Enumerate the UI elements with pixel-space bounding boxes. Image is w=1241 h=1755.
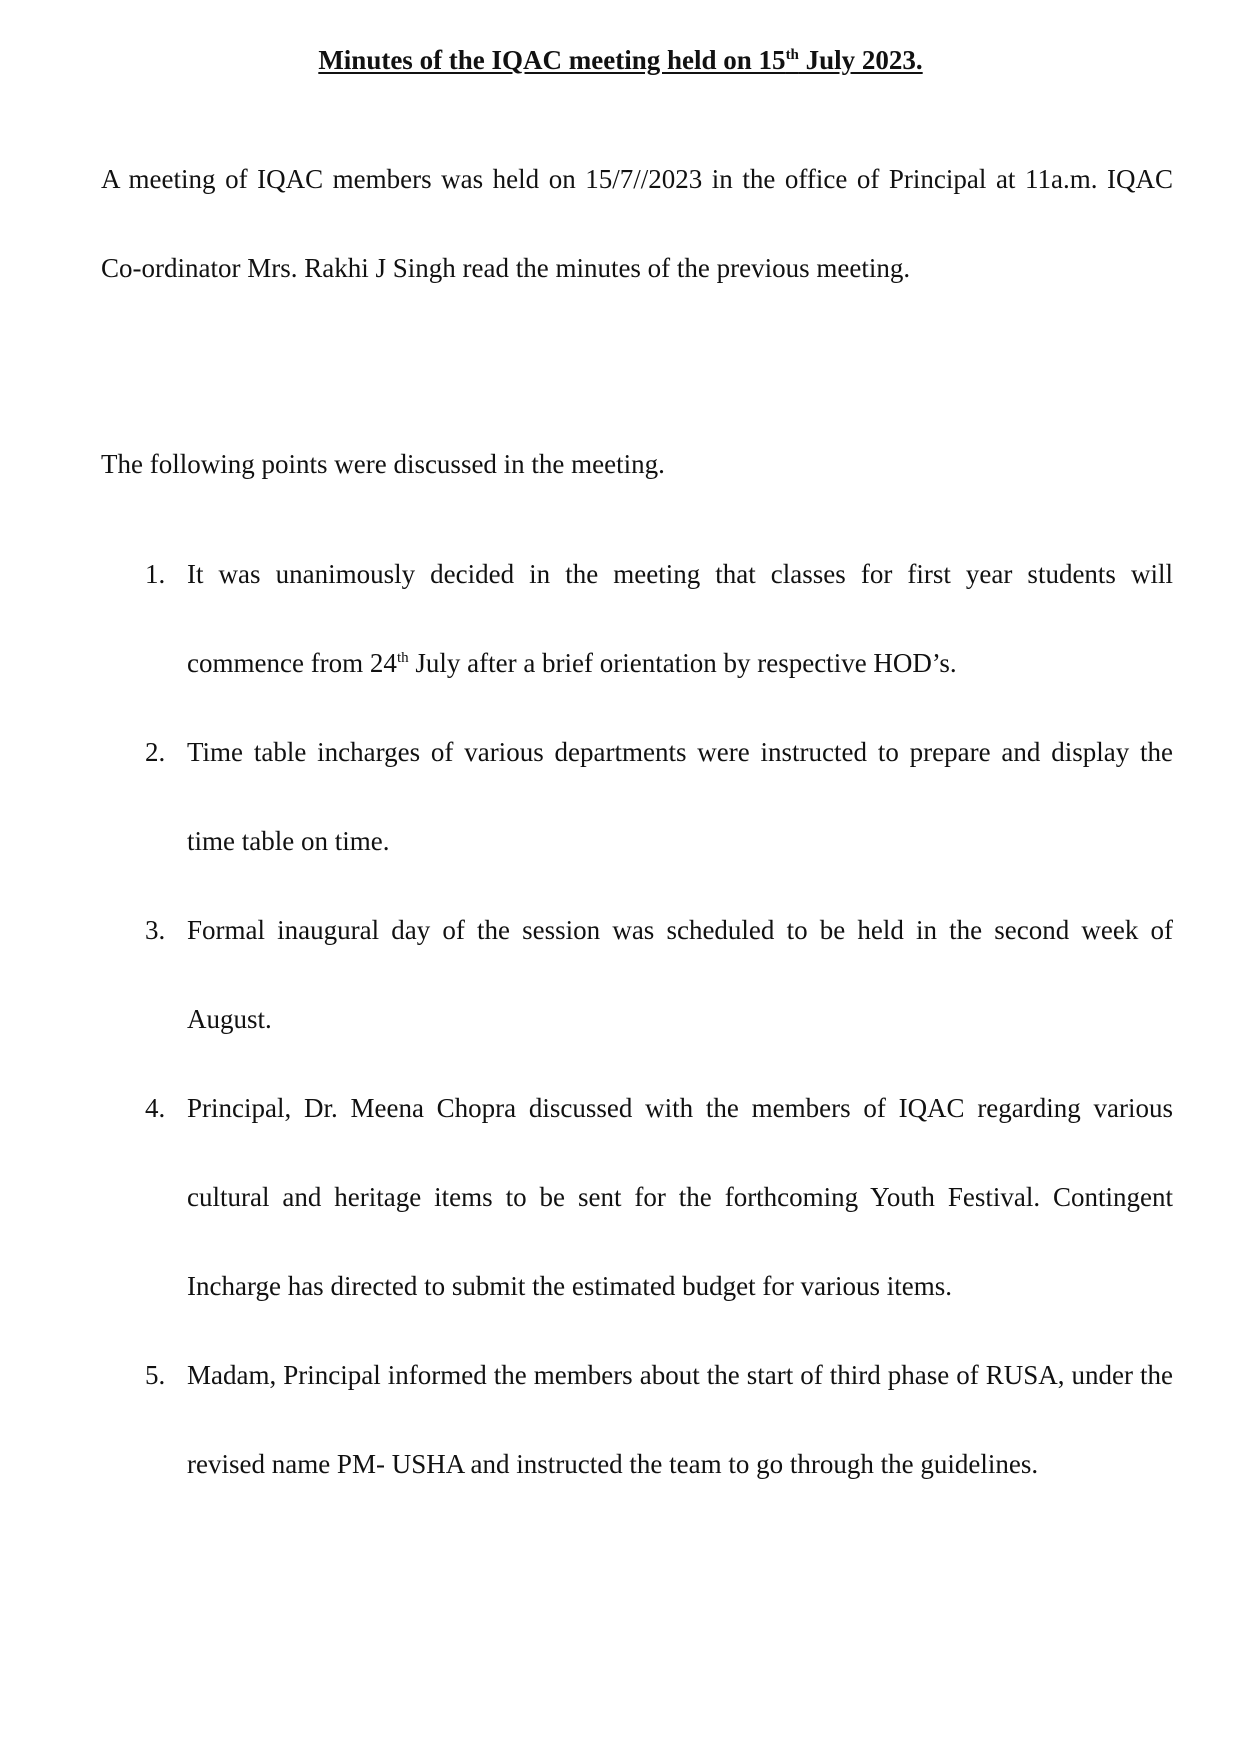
point-text: Principal, Dr. Meena Chopra discussed with the members of IQAC regarding various cultural and heritage items to be sent for the forthcoming Youth Festival. Contingent Incharge has directed to submit the estimated budget for various items. <box>187 1093 1173 1301</box>
title-text: Minutes of the IQAC meeting held on 15 <box>318 45 786 75</box>
point-text: It was unanimously decided in the meeting that classes for first year students will commence from 24 <box>187 559 1173 678</box>
point-text-end: July after a brief orientation by respective HOD’s. <box>408 648 957 678</box>
discussion-lead-paragraph: The following points were discussed in the meeting. <box>101 449 665 479</box>
point-number: 1. <box>145 559 166 589</box>
discussion-points-list <box>101 530 1173 1509</box>
intro-paragraph: A meeting of IQAC members was held on 15/7//2023 in the office of Principal at 11a.m. IQAC Co-ordinator Mrs. Rakhi J Singh read the minutes of the previous meeting. <box>101 164 1173 283</box>
discussion-point <box>101 1331 1173 1509</box>
title-text-end: July 2023. <box>798 45 923 75</box>
point-number: 5. <box>145 1360 166 1390</box>
discussion-point <box>101 1064 1173 1331</box>
document-title <box>0 44 1241 76</box>
point-text: Madam, Principal informed the members about the start of third phase of RUSA, under the revised name PM- USHA and instructed the team to go through the guidelines. <box>187 1360 1173 1479</box>
point-number: 2. <box>145 737 166 767</box>
discussion-point <box>101 886 1173 1064</box>
point-text: Formal inaugural day of the session was scheduled to be held in the second week of August. <box>187 915 1173 1034</box>
point-text: Time table incharges of various departments were instructed to prepare and display the time table on time. <box>187 737 1173 856</box>
discussion-point <box>101 708 1173 886</box>
point-number: 3. <box>145 915 166 945</box>
point-ordinal-suffix: th <box>396 650 409 666</box>
point-number: 4. <box>145 1093 166 1123</box>
discussion-point <box>101 530 1173 708</box>
title-ordinal-suffix: th <box>785 47 799 63</box>
